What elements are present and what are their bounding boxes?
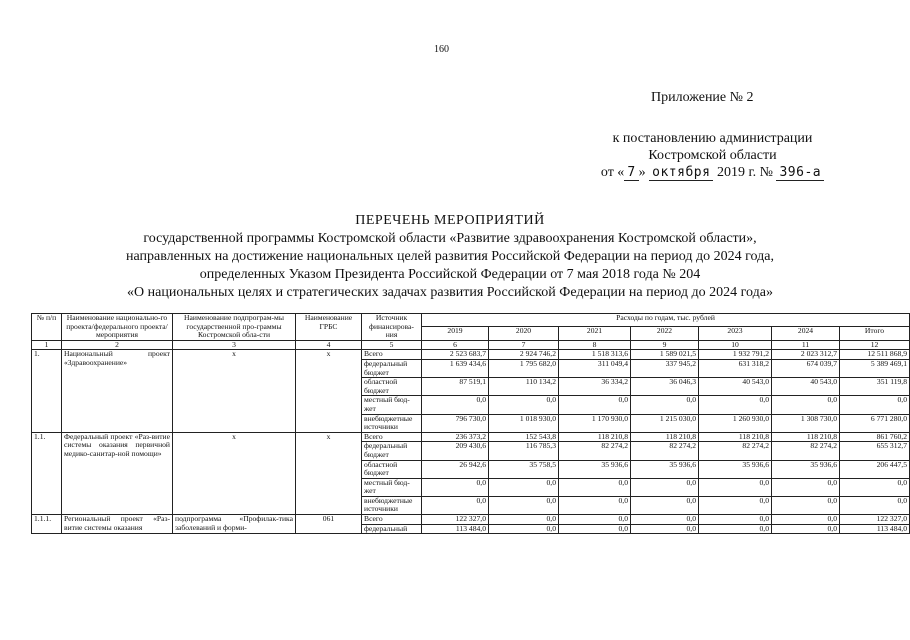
expense-value: 2 924 746,2 <box>489 350 559 360</box>
expense-value: 0,0 <box>559 496 631 514</box>
resolution-block <box>560 130 865 181</box>
expense-value: 118 210,8 <box>631 432 699 442</box>
header-grbs: Наименование ГРБС <box>296 314 362 341</box>
column-number: 11 <box>772 340 840 350</box>
header-project: Наименование национально-го проекта/федерального проекта/мероприятия <box>62 314 173 341</box>
column-number: 4 <box>296 340 362 350</box>
header-year: 2019 <box>422 327 489 340</box>
funding-source: Всего <box>362 515 422 525</box>
handwritten-number: 396-а <box>776 165 824 181</box>
expense-value: 0,0 <box>489 524 559 534</box>
expense-value: 0,0 <box>422 478 489 496</box>
title-line-2: направленных на достижение национальных целей развития Российской Федерации на период до 2024 года, <box>126 249 774 264</box>
expense-value: 236 373,2 <box>422 432 489 442</box>
expense-value: 1 260 930,0 <box>699 414 772 432</box>
expense-value: 118 210,8 <box>699 432 772 442</box>
expense-value: 0,0 <box>772 524 840 534</box>
expense-value: 87 519,1 <box>422 378 489 396</box>
expense-value: 0,0 <box>772 515 840 525</box>
date-prefix: от « <box>600 165 625 180</box>
expense-value: 82 274,2 <box>631 442 699 460</box>
expense-value: 0,0 <box>489 396 559 414</box>
funding-source: федеральный бюджет <box>362 442 422 460</box>
expense-value: 36 334,2 <box>559 378 631 396</box>
funding-source: областной бюджет <box>362 460 422 478</box>
row-number: 1.1. <box>32 432 62 514</box>
project-name: Национальный проект «Здравоохранение» <box>62 350 173 432</box>
expense-value: 118 210,8 <box>559 432 631 442</box>
expense-value: 152 543,8 <box>489 432 559 442</box>
funding-source: местный бюд-жет <box>362 396 422 414</box>
header-year: 2021 <box>559 327 631 340</box>
title-line-4: «О национальных целях и стратегических задачах развития Российской Федерации на период до 2024 года» <box>127 285 773 300</box>
subprogram-name: x <box>173 350 296 432</box>
expense-value: 209 430,6 <box>422 442 489 460</box>
column-number: 7 <box>489 340 559 350</box>
expense-total: 113 484,0 <box>840 524 910 534</box>
funding-source: Всего <box>362 432 422 442</box>
column-number: 10 <box>699 340 772 350</box>
expense-value: 0,0 <box>422 396 489 414</box>
expense-value: 674 039,7 <box>772 359 840 377</box>
expense-value: 1 639 434,6 <box>422 359 489 377</box>
expense-value: 0,0 <box>631 515 699 525</box>
expense-value: 116 785,3 <box>489 442 559 460</box>
expense-value: 118 210,8 <box>772 432 840 442</box>
column-number: 8 <box>559 340 631 350</box>
column-number: 2 <box>62 340 173 350</box>
expense-total: 122 327,0 <box>840 515 910 525</box>
expense-value: 0,0 <box>631 478 699 496</box>
column-number: 5 <box>362 340 422 350</box>
expense-value: 0,0 <box>489 515 559 525</box>
expense-value: 0,0 <box>772 478 840 496</box>
expense-value: 35 936,6 <box>631 460 699 478</box>
expense-value: 0,0 <box>559 396 631 414</box>
title-main: ПЕРЕЧЕНЬ МЕРОПРИЯТИЙ <box>355 213 545 228</box>
page-number: 160 <box>434 44 449 55</box>
expense-value: 2 023 312,7 <box>772 350 840 360</box>
resolution-line-2: Костромской области <box>648 148 777 163</box>
date-close: » <box>638 165 646 180</box>
row-number: 1.1.1. <box>32 515 62 534</box>
grbs-name: x <box>296 350 362 432</box>
expense-total: 0,0 <box>840 396 910 414</box>
grbs-name: 061 <box>296 515 362 534</box>
funding-source: областной бюджет <box>362 378 422 396</box>
expense-value: 0,0 <box>772 396 840 414</box>
column-number: 12 <box>840 340 910 350</box>
column-number: 9 <box>631 340 699 350</box>
column-number: 1 <box>32 340 62 350</box>
expense-value: 1 018 930,0 <box>489 414 559 432</box>
expense-value: 110 134,2 <box>489 378 559 396</box>
handwritten-month: октября <box>649 165 713 181</box>
expense-value: 0,0 <box>699 478 772 496</box>
header-num: № п/п <box>32 314 62 341</box>
funding-source: Всего <box>362 350 422 360</box>
handwritten-day: 7 <box>624 165 638 181</box>
expense-value: 35 758,5 <box>489 460 559 478</box>
header-total: Итого <box>840 327 910 340</box>
expense-value: 26 942,6 <box>422 460 489 478</box>
header-source: Источник финансирова-ния <box>362 314 422 341</box>
row-number: 1. <box>32 350 62 432</box>
expense-value: 36 046,3 <box>631 378 699 396</box>
expense-value: 0,0 <box>559 524 631 534</box>
expense-value: 40 543,0 <box>772 378 840 396</box>
funding-source: местный бюд-жет <box>362 478 422 496</box>
document-title <box>60 212 840 302</box>
subprogram-name: подпрограмма «Профилак-тика заболеваний и форми- <box>173 515 296 534</box>
expense-value: 2 523 683,7 <box>422 350 489 360</box>
expense-value: 0,0 <box>559 515 631 525</box>
funding-source: федеральный бюджет <box>362 359 422 377</box>
expense-value: 1 589 021,5 <box>631 350 699 360</box>
expense-value: 0,0 <box>699 524 772 534</box>
expense-value: 1 170 930,0 <box>559 414 631 432</box>
expense-value: 113 484,0 <box>422 524 489 534</box>
funding-source: внебюджетные источники <box>362 496 422 514</box>
expense-total: 0,0 <box>840 478 910 496</box>
column-number: 6 <box>422 340 489 350</box>
expense-total: 12 511 868,9 <box>840 350 910 360</box>
header-expenses: Расходы по годам, тыс. рублей <box>422 314 910 327</box>
expense-value: 0,0 <box>489 478 559 496</box>
expense-value: 82 274,2 <box>559 442 631 460</box>
grbs-name: x <box>296 432 362 514</box>
expense-value: 0,0 <box>699 396 772 414</box>
expense-value: 35 936,6 <box>699 460 772 478</box>
expense-value: 337 945,2 <box>631 359 699 377</box>
expense-value: 1 932 791,2 <box>699 350 772 360</box>
expense-total: 861 760,2 <box>840 432 910 442</box>
funding-source: федеральный <box>362 524 422 534</box>
expense-value: 0,0 <box>559 478 631 496</box>
table-row <box>32 515 910 525</box>
expense-value: 1 795 682,0 <box>489 359 559 377</box>
expense-value: 631 318,2 <box>699 359 772 377</box>
expense-total: 655 312,7 <box>840 442 910 460</box>
expense-total: 5 389 469,1 <box>840 359 910 377</box>
expense-value: 82 274,2 <box>772 442 840 460</box>
expense-value: 0,0 <box>631 524 699 534</box>
header-year: 2022 <box>631 327 699 340</box>
header-row <box>32 314 910 327</box>
project-name: Региональный проект «Раз-витие системы оказания <box>62 515 173 534</box>
expense-value: 35 936,6 <box>559 460 631 478</box>
date-year: 2019 г. № <box>716 165 773 180</box>
expense-value: 0,0 <box>699 515 772 525</box>
expense-value: 0,0 <box>631 496 699 514</box>
title-line-3: определенных Указом Президента Российской Федерации от 7 мая 2018 года № 204 <box>199 267 701 282</box>
subprogram-name: x <box>173 432 296 514</box>
expense-value: 0,0 <box>772 496 840 514</box>
expense-total: 351 119,8 <box>840 378 910 396</box>
header-year: 2023 <box>699 327 772 340</box>
measures-table <box>31 313 910 534</box>
resolution-line-1: к постановлению администрации <box>612 131 813 146</box>
expense-value: 0,0 <box>489 496 559 514</box>
expense-value: 311 049,4 <box>559 359 631 377</box>
header-year: 2020 <box>489 327 559 340</box>
title-line-1: государственной программы Костромской области «Развитие здравоохранения Костромской области», <box>143 231 757 246</box>
appendix-title: Приложение № 2 <box>651 90 754 105</box>
project-name: Федеральный проект «Раз-витие системы оказания первичной медико-санитар-ной помощи» <box>62 432 173 514</box>
expense-value: 40 543,0 <box>699 378 772 396</box>
header-year: 2024 <box>772 327 840 340</box>
expense-value: 0,0 <box>699 496 772 514</box>
expense-value: 1 518 313,6 <box>559 350 631 360</box>
expense-value: 1 215 030,0 <box>631 414 699 432</box>
expense-value: 1 308 730,0 <box>772 414 840 432</box>
expense-total: 206 447,5 <box>840 460 910 478</box>
funding-source: внебюджетные источники <box>362 414 422 432</box>
expense-total: 0,0 <box>840 496 910 514</box>
expense-value: 0,0 <box>631 396 699 414</box>
resolution-date <box>560 164 865 181</box>
expense-value: 796 730,0 <box>422 414 489 432</box>
expense-value: 35 936,6 <box>772 460 840 478</box>
expense-value: 82 274,2 <box>699 442 772 460</box>
expense-value: 122 327,0 <box>422 515 489 525</box>
column-number: 3 <box>173 340 296 350</box>
header-subprogram: Наименование подпрограм-мы государственной про-граммы Костромской обла-сти <box>173 314 296 341</box>
expense-value: 0,0 <box>422 496 489 514</box>
expense-total: 6 771 280,0 <box>840 414 910 432</box>
